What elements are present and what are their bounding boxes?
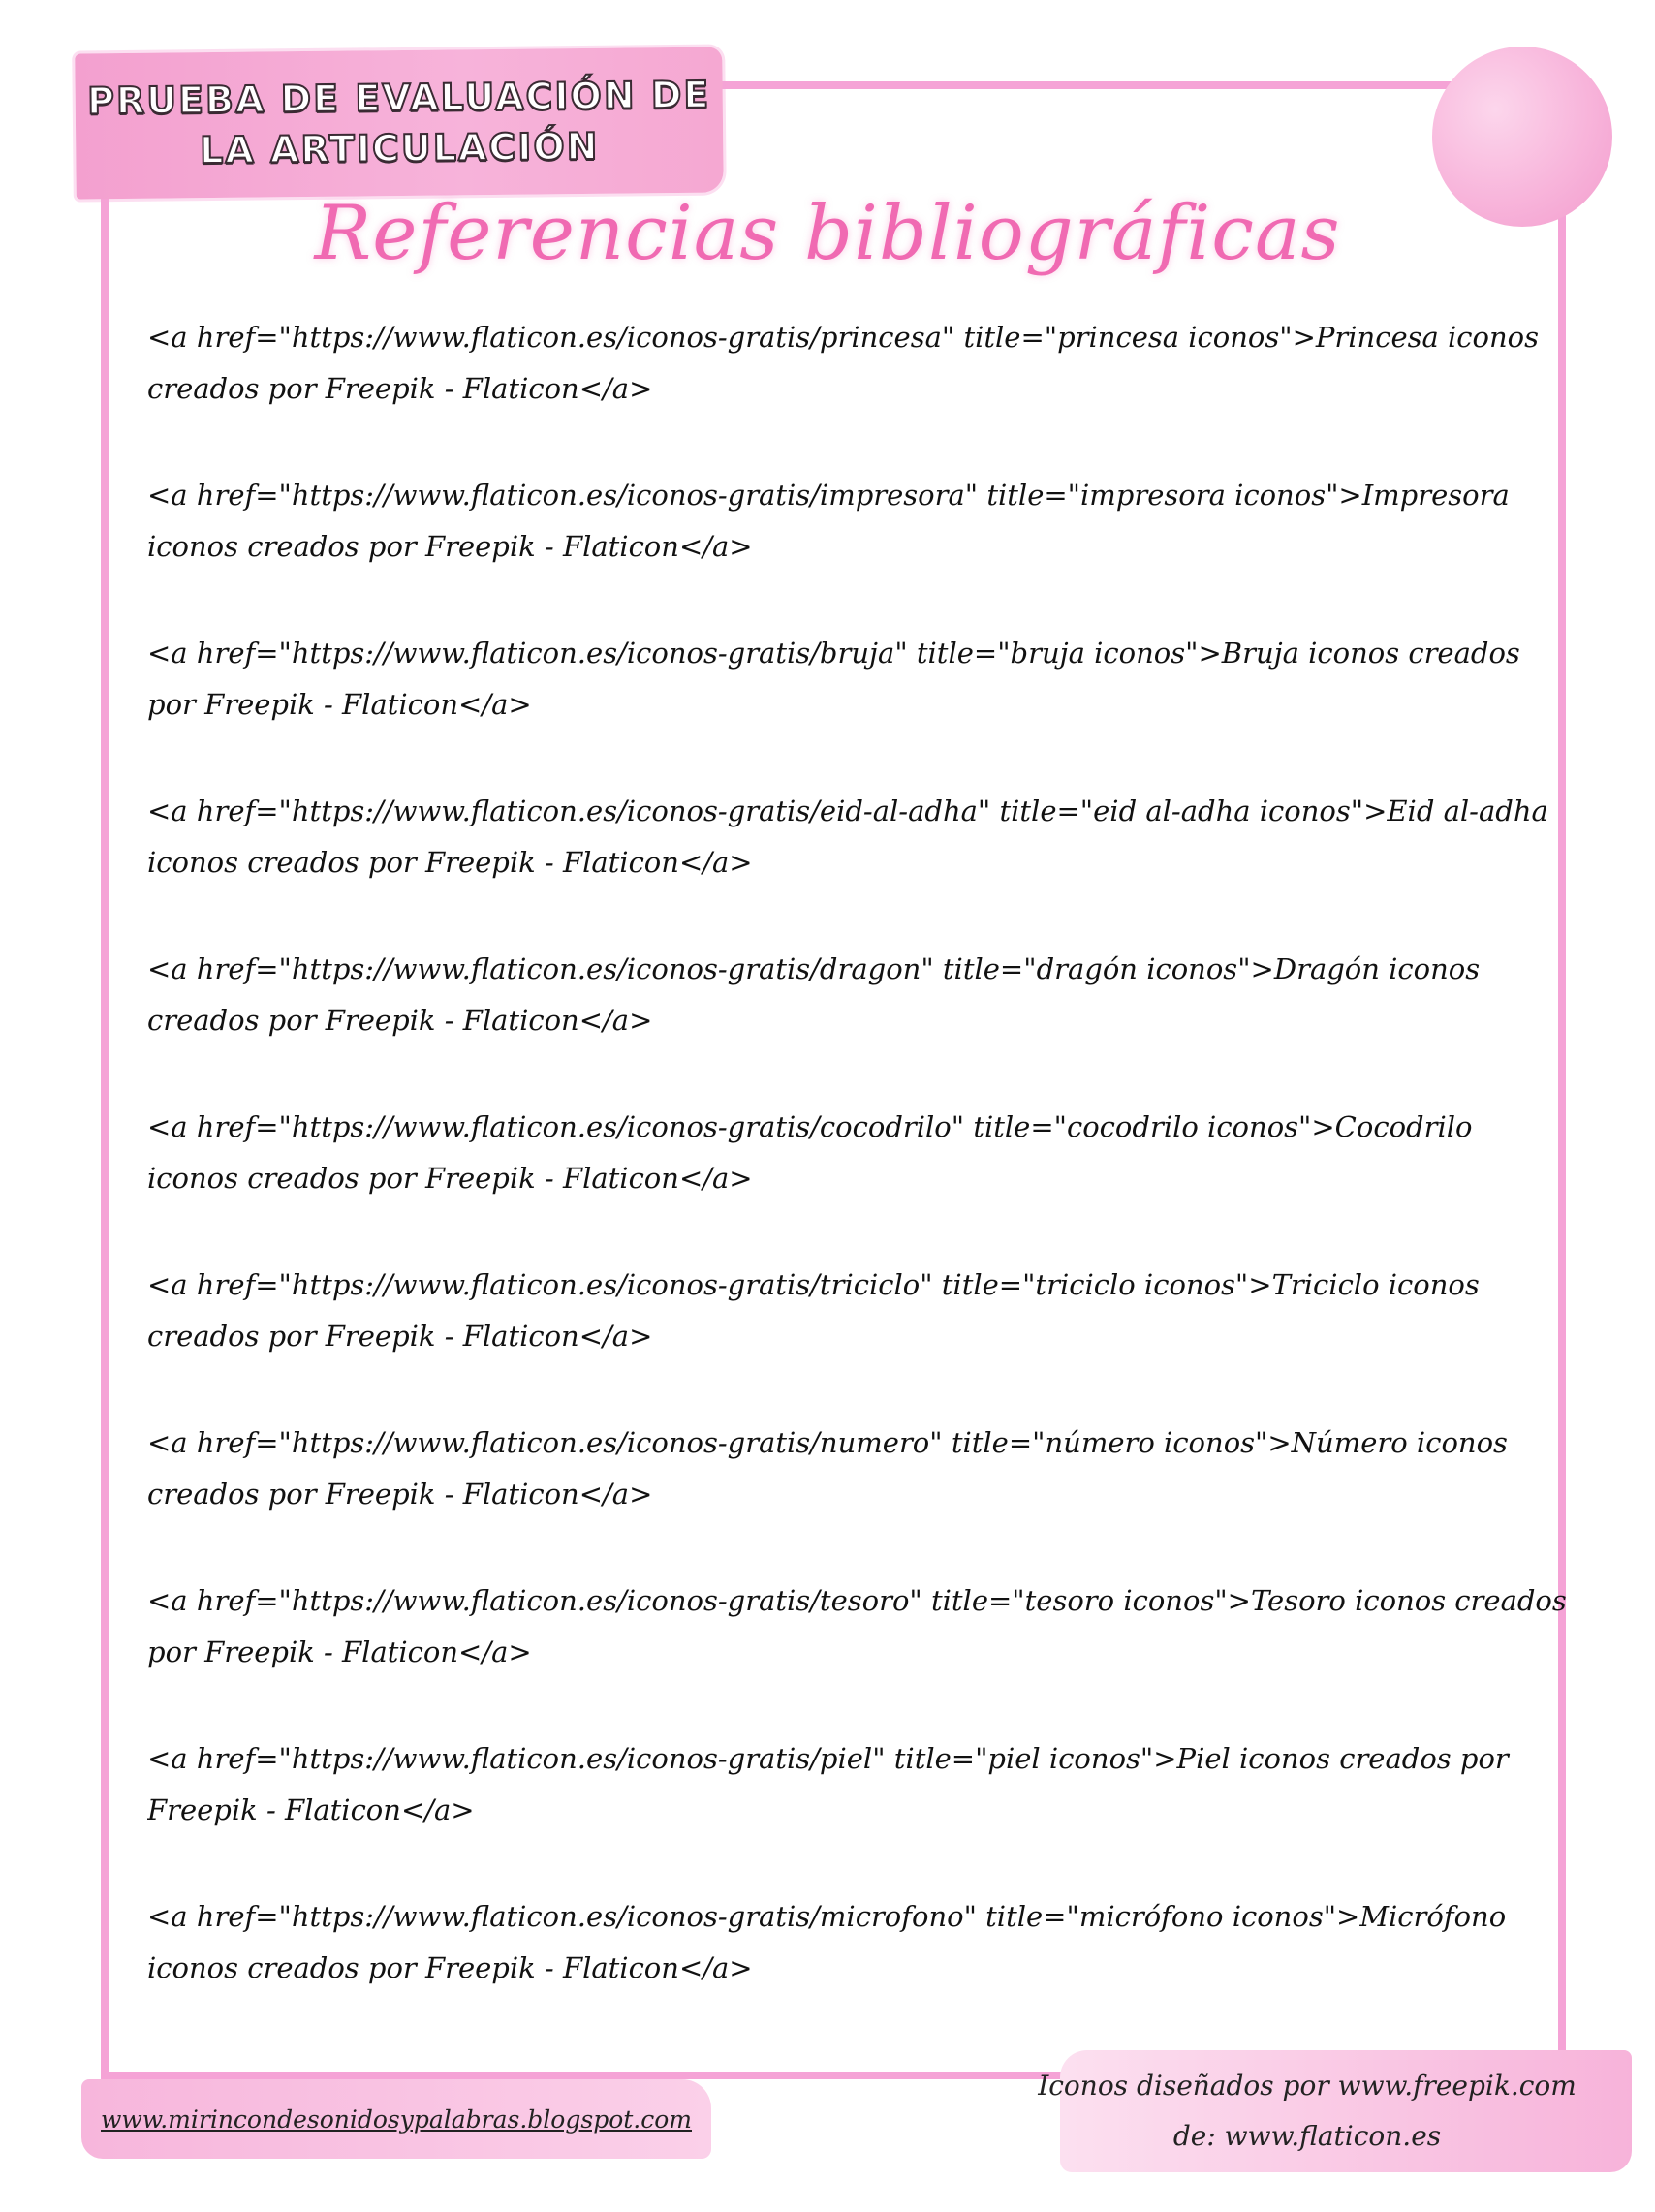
reference-item: <a href="https://www.flaticon.es/iconos-gratis/impresora" title="impresora iconos">Impresora iconos creados por Freepik - Flaticon</a>	[147, 479, 1510, 563]
reference-item: <a href="https://www.flaticon.es/iconos-gratis/dragon" title="dragón iconos">Dragón iconos creados por Freepik - Flaticon</a>	[147, 952, 1481, 1037]
reference-list	[147, 312, 1568, 2049]
reference-item: <a href="https://www.flaticon.es/iconos-gratis/numero" title="número iconos">Número iconos creados por Freepik - Flaticon</a>	[147, 1426, 1508, 1511]
reference-item: <a href="https://www.flaticon.es/iconos-gratis/microfono" title="micrófono iconos">Micrófono iconos creados por Freepik - Flaticon</a>	[147, 1900, 1507, 1984]
reference-item: <a href="https://www.flaticon.es/iconos-gratis/princesa" title="princesa iconos">Princesa iconos creados por Freepik - Flaticon</a>	[147, 321, 1540, 405]
header-banner	[75, 47, 724, 200]
reference-item: <a href="https://www.flaticon.es/iconos-gratis/cocodrilo" title="cocodrilo iconos">Cocodrilo iconos creados por Freepik - Flaticon</a>	[147, 1110, 1473, 1195]
footer-credit-line-2: de: www.flaticon.es	[1172, 2120, 1442, 2152]
reference-item: <a href="https://www.flaticon.es/iconos-gratis/eid-al-adha" title="eid al-adha iconos">Eid al-adha iconos creados por Freepik - Flaticon</a>	[147, 794, 1548, 879]
reference-item: <a href="https://www.flaticon.es/iconos-gratis/tesoro" title="tesoro iconos">Tesoro iconos creados por Freepik - Flaticon</a>	[147, 1584, 1567, 1668]
page-title: Referencias bibliográficas	[314, 190, 1341, 277]
header-line-1: PRUEBA DE EVALUACIÓN DE	[86, 73, 711, 123]
footer-blog-link[interactable]: www.mirincondesonidosypalabras.blogspot.com	[101, 2104, 692, 2134]
reference-item: <a href="https://www.flaticon.es/iconos-gratis/bruja" title="bruja iconos">Bruja iconos creados por Freepik - Flaticon</a>	[147, 637, 1520, 721]
footer-credit-banner	[1038, 2050, 1632, 2172]
reference-item: <a href="https://www.flaticon.es/iconos-gratis/piel" title="piel iconos">Piel iconos creados por Freepik - Flaticon</a>	[147, 1742, 1509, 1826]
footer-credit-line-1: Iconos diseñados por www.freepik.com	[1038, 2070, 1577, 2102]
footer-blog-banner	[81, 2079, 711, 2159]
reference-item: <a href="https://www.flaticon.es/iconos-gratis/triciclo" title="triciclo iconos">Triciclo iconos creados por Freepik - Flaticon</a>	[147, 1268, 1480, 1353]
header-line-2: LA ARTICULACIÓN	[199, 124, 600, 172]
